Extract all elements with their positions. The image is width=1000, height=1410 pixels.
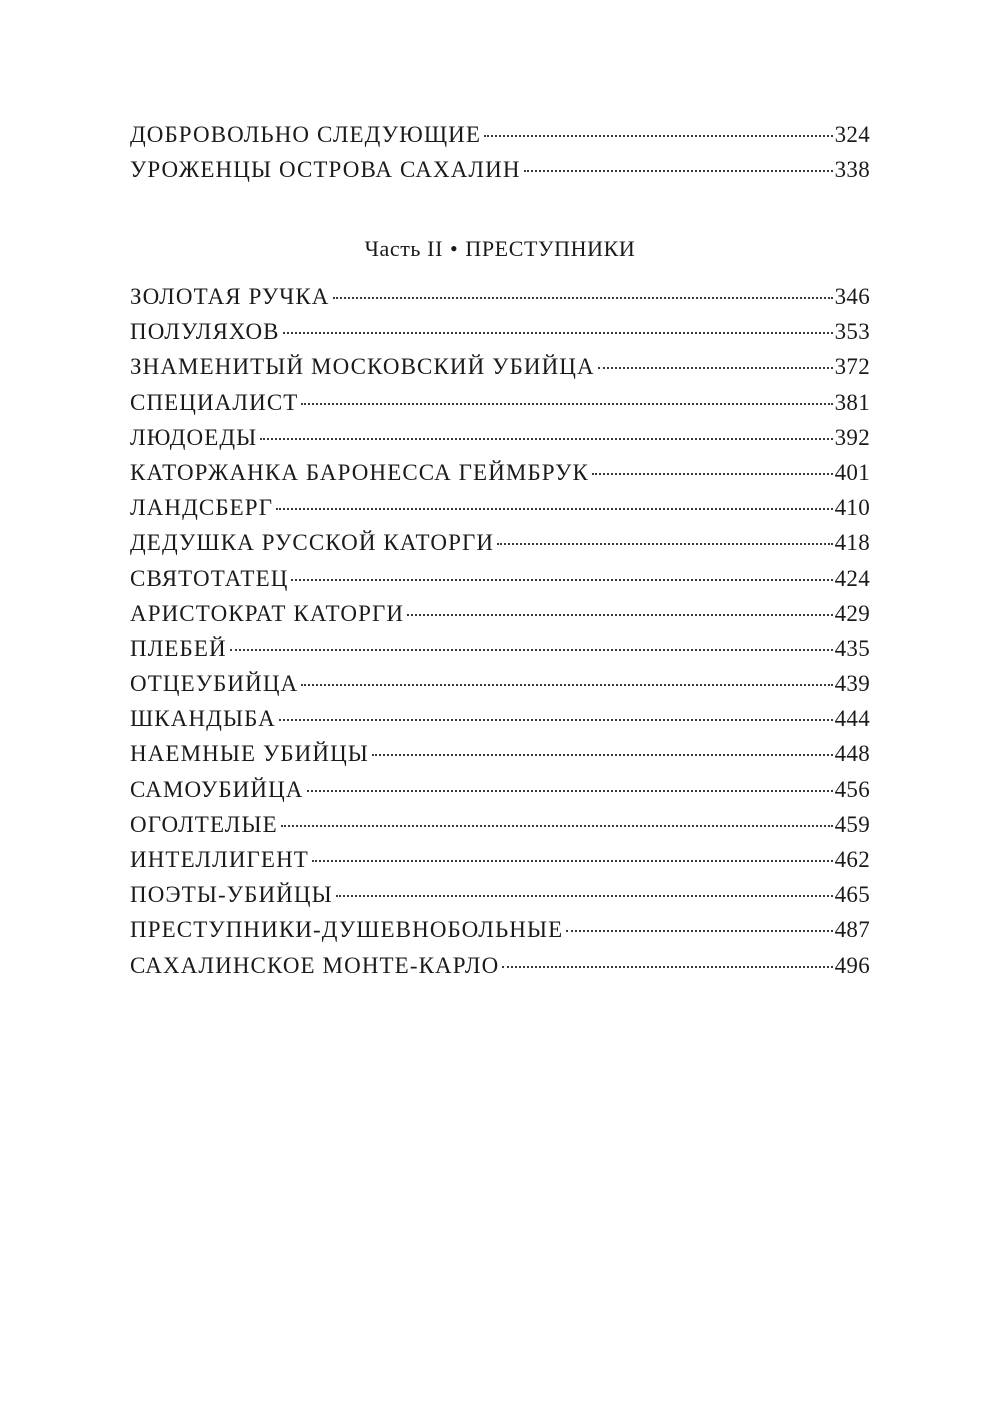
toc-entry-title: ШКАНДЫБА xyxy=(130,706,276,732)
toc-entry xyxy=(130,319,870,354)
dot-leader xyxy=(372,754,833,756)
toc-entry-title: ПЛЕБЕЙ xyxy=(130,635,227,661)
toc-entry xyxy=(130,636,870,671)
dot-leader xyxy=(283,332,833,334)
toc-entry-title: ОГОЛТЕЛЫЕ xyxy=(130,811,278,837)
part-name: ПРЕСТУПНИКИ xyxy=(465,236,636,261)
toc-entry xyxy=(130,530,870,565)
dot-leader xyxy=(279,719,833,721)
toc-entry-title: УРОЖЕНЦЫ ОСТРОВА САХАЛИН xyxy=(130,157,521,183)
toc-entry-page: 353 xyxy=(834,319,870,345)
toc-entry-page: 456 xyxy=(834,776,870,802)
toc-entry-title: САХАЛИНСКОЕ МОНТЕ-КАРЛО xyxy=(130,952,500,978)
dot-leader xyxy=(276,508,833,510)
toc-entry-title: СПЕЦИАЛИСТ xyxy=(130,389,299,415)
toc-list-part2 xyxy=(130,284,870,988)
toc-entry xyxy=(130,601,870,636)
toc-entry xyxy=(130,882,870,917)
toc-entry-title: АРИСТОКРАТ КАТОРГИ xyxy=(130,600,405,626)
dot-leader xyxy=(260,438,832,440)
toc-entry xyxy=(130,354,870,389)
toc-entry-page: 338 xyxy=(834,157,870,183)
toc-entry-title: СВЯТОТАТЕЦ xyxy=(130,565,289,591)
dot-leader xyxy=(502,966,832,968)
toc-entry xyxy=(130,122,870,157)
toc-entry xyxy=(130,671,870,706)
part-label: Часть II xyxy=(364,236,444,261)
toc-entry-title: НАЕМНЫЕ УБИЙЦЫ xyxy=(130,741,369,767)
toc-entry-page: 392 xyxy=(834,424,870,450)
toc-entry-title: ИНТЕЛЛИГЕНТ xyxy=(130,847,309,872)
toc-entry-page: 372 xyxy=(834,354,870,380)
toc-entry-title: ПРЕСТУПНИКИ-ДУШЕВНОБОЛЬНЫЕ xyxy=(130,917,564,943)
toc-entry-page: 496 xyxy=(834,952,870,978)
toc-entry xyxy=(130,777,870,812)
toc-entry xyxy=(130,157,870,192)
toc-entry-page: 429 xyxy=(834,600,870,626)
dot-leader xyxy=(230,649,833,651)
toc-entry xyxy=(130,495,870,530)
toc-entry-page: 439 xyxy=(834,671,870,697)
toc-entry-page: 444 xyxy=(834,706,870,732)
toc-entry xyxy=(130,917,870,952)
toc-entry-title: САМОУБИЙЦА xyxy=(130,776,304,802)
part-heading xyxy=(0,236,1000,262)
dot-leader xyxy=(312,860,833,862)
toc-entry xyxy=(130,847,870,882)
toc-list-top xyxy=(130,122,870,192)
toc-entry-title: ЗНАМЕНИТЫЙ МОСКОВСКИЙ УБИЙЦА xyxy=(130,354,595,380)
toc-entry-title: КАТОРЖАНКА БАРОНЕССА ГЕЙМБРУК xyxy=(130,459,589,485)
toc-entry-page: 487 xyxy=(834,917,870,943)
toc-entry xyxy=(130,284,870,319)
dot-leader xyxy=(307,790,833,792)
toc-entry-title: ПОЛУЛЯХОВ xyxy=(130,319,280,345)
dot-leader xyxy=(592,473,833,475)
dot-leader xyxy=(301,684,832,686)
dot-leader xyxy=(336,895,833,897)
toc-entry-title: ДЕДУШКА РУССКОЙ КАТОРГИ xyxy=(130,530,495,556)
toc-entry xyxy=(130,741,870,776)
toc-entry-title: ЗОЛОТАЯ РУЧКА xyxy=(130,284,330,309)
toc-entry-page: 418 xyxy=(834,530,870,556)
toc-entry-page: 324 xyxy=(834,122,870,147)
bullet-separator: • xyxy=(450,236,459,261)
toc-entry-page: 448 xyxy=(834,741,870,767)
toc-entry xyxy=(130,706,870,741)
dot-leader xyxy=(484,135,833,137)
dot-leader xyxy=(497,543,832,545)
dot-leader xyxy=(281,825,833,827)
toc-entry-page: 462 xyxy=(834,847,870,872)
dot-leader xyxy=(301,403,832,405)
dot-leader xyxy=(333,297,833,299)
toc-entry xyxy=(130,566,870,601)
toc-entry-page: 465 xyxy=(834,882,870,908)
toc-entry-title: ДОБРОВОЛЬНО СЛЕДУЮЩИЕ xyxy=(130,122,482,147)
toc-entry-page: 346 xyxy=(834,284,870,309)
dot-leader xyxy=(566,930,832,932)
toc-entry xyxy=(130,953,870,988)
toc-entry-title: ЛАНДСБЕРГ xyxy=(130,495,274,521)
toc-entry-title: ОТЦЕУБИЙЦА xyxy=(130,671,299,697)
toc-entry-title: ЛЮДОЕДЫ xyxy=(130,424,258,450)
dot-leader xyxy=(598,367,833,369)
dot-leader xyxy=(291,579,832,581)
toc-entry xyxy=(130,390,870,425)
toc-entry-page: 459 xyxy=(834,811,870,837)
toc-entry-title: ПОЭТЫ-УБИЙЦЫ xyxy=(130,882,333,908)
toc-entry-page: 401 xyxy=(834,459,870,485)
toc-entry xyxy=(130,812,870,847)
toc-entry-page: 381 xyxy=(834,389,870,415)
toc-entry-page: 435 xyxy=(834,635,870,661)
toc-entry xyxy=(130,425,870,460)
dot-leader xyxy=(407,614,833,616)
toc-entry-page: 410 xyxy=(834,495,870,521)
dot-leader xyxy=(524,170,833,172)
toc-entry xyxy=(130,460,870,495)
toc-entry-page: 424 xyxy=(834,565,870,591)
